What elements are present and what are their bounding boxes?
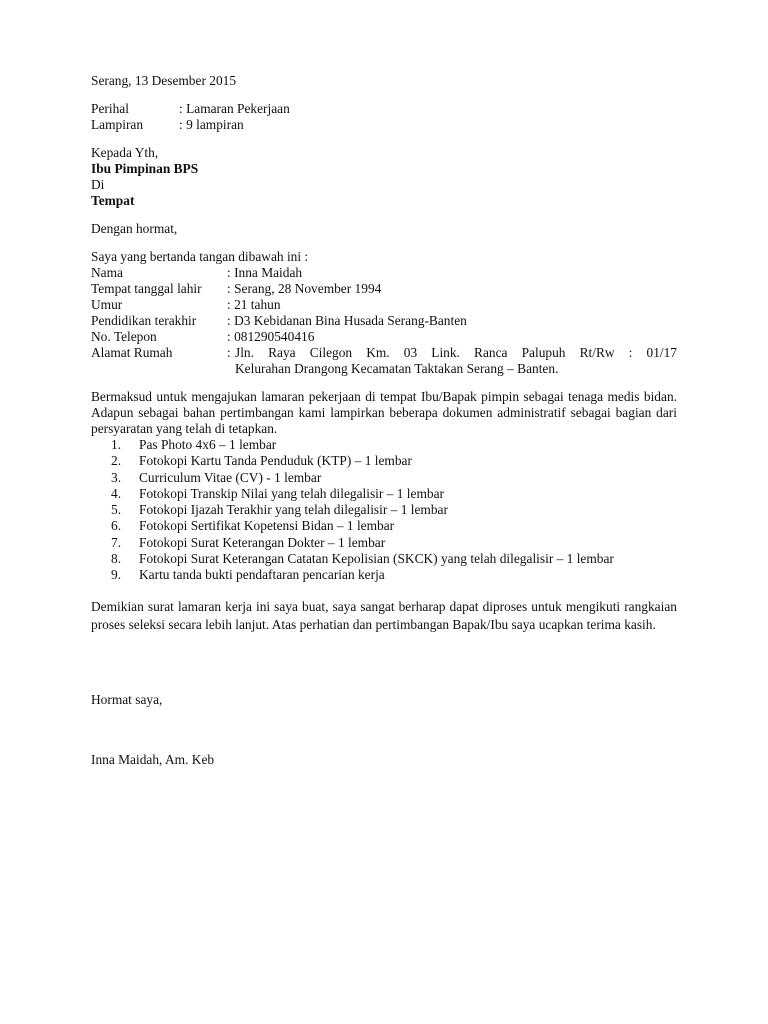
list-item: 9. Kartu tanda bukti pendaftaran pencarian kerja <box>111 567 385 583</box>
detail-row-phone <box>91 329 677 345</box>
subject-row <box>91 101 677 117</box>
signature-name: Inna Maidah, Am. Keb <box>91 751 215 767</box>
body-paragraph: Bermaksud untuk mengajukan lamaran pekerjaan di tempat Ibu/Bapak pimpin sebagai tenaga medis bidan. Adapun sebagai bahan pertimbangan kami lampirkan beberapa dokumen administratif sebagai bagian dari persyaratan yang telah di tetapkan. <box>91 389 677 436</box>
list-item: 3. Curriculum Vitae (CV) - 1 lembar <box>111 469 322 485</box>
list-item: 6. Fotokopi Sertifikat Kopetensi Bidan – 1 lembar <box>111 518 395 534</box>
recipient-salutation: Kepada Yth, <box>91 145 159 160</box>
applicant-details <box>91 265 677 377</box>
detail-value: : 081290540416 <box>227 329 315 344</box>
list-item: 2. Fotokopi Kartu Tanda Penduduk (KTP) – 1 lembar <box>111 453 412 469</box>
detail-label: No. Telepon <box>91 329 157 344</box>
recipient-place: Tempat <box>91 193 135 208</box>
recipient-block <box>91 145 677 209</box>
closing-paragraph: Demikian surat lamaran kerja ini saya buat, saya sangat berharap dapat diproses untuk mengikuti rangkaian proses seleksi secara lebih lanjut. Atas perhatian dan pertimbangan Bapak/Ibu saya ucapkan terima kasih. <box>91 598 677 632</box>
detail-row-education <box>91 313 677 329</box>
list-item: 5. Fotokopi Ijazah Terakhir yang telah dilegalisir – 1 lembar <box>111 502 448 518</box>
documents-list <box>91 437 677 584</box>
detail-label: Nama <box>91 265 123 280</box>
list-item: 7. Fotokopi Surat Keterangan Dokter – 1 lembar <box>111 534 386 550</box>
list-item: 8. Fotokopi Surat Keterangan Catatan Kepolisian (SKCK) yang telah dilegalisir – 1 lembar <box>111 551 614 567</box>
detail-value: : Inna Maidah <box>227 265 303 280</box>
address-colon: : <box>227 345 231 360</box>
detail-row-birth <box>91 281 677 297</box>
list-item: 1. Pas Photo 4x6 – 1 lembar <box>111 437 277 452</box>
recipient-di: Di <box>91 177 105 192</box>
recipient-name: Ibu Pimpinan BPS <box>91 161 199 176</box>
detail-row-nama <box>91 265 677 281</box>
date-line: Serang, 13 Desember 2015 <box>91 73 237 88</box>
detail-value: : Serang, 28 November 1994 <box>227 281 382 296</box>
attachment-row <box>91 117 677 133</box>
lampiran-value: : 9 lampiran <box>179 117 244 132</box>
perihal-value: : Lamaran Pekerjaan <box>179 101 290 116</box>
detail-row-age <box>91 297 677 313</box>
lampiran-label: Lampiran <box>91 117 144 132</box>
detail-row-address <box>91 345 677 361</box>
detail-label: Alamat Rumah <box>91 345 173 360</box>
detail-value: : 21 tahun <box>227 297 281 312</box>
list-item: 4. Fotokopi Transkip Nilai yang telah dilegalisir – 1 lembar <box>111 485 444 501</box>
address-line-2: Kelurahan Drangong Kecamatan Taktakan Serang – Banten. <box>235 361 559 376</box>
greeting: Dengan hormat, <box>91 221 178 236</box>
detail-value: : D3 Kebidanan Bina Husada Serang-Banten <box>227 313 467 328</box>
letter-page <box>91 73 677 768</box>
address-line-1: Jln. Raya Cilegon Km. 03 Link. Ranca Palupuh Rt/Rw : 01/17 <box>235 345 677 360</box>
sign-off: Hormat saya, <box>91 691 163 707</box>
detail-label: Pendidikan terakhir <box>91 313 197 328</box>
detail-label: Tempat tanggal lahir <box>91 281 202 296</box>
intro-line: Saya yang bertanda tangan dibawah ini : <box>91 249 309 264</box>
perihal-label: Perihal <box>91 101 129 116</box>
detail-label: Umur <box>91 297 123 312</box>
